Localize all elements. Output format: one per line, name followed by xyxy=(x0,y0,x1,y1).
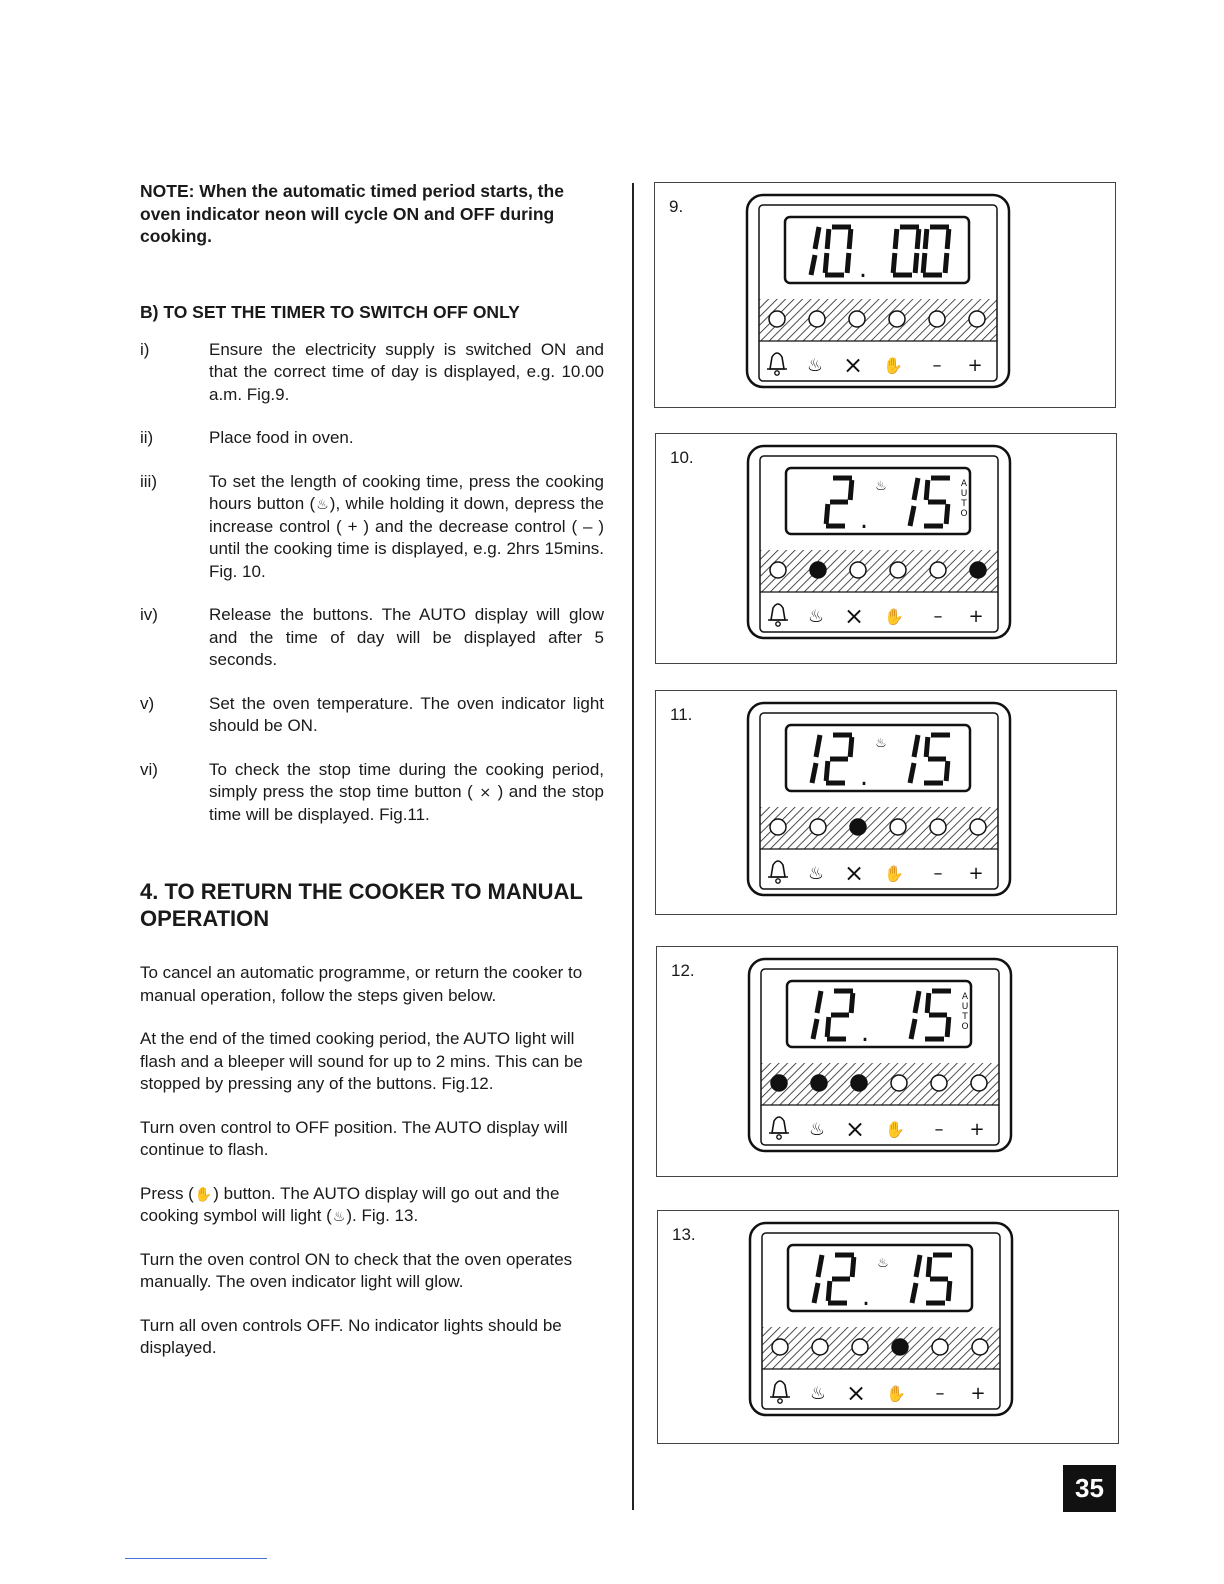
lcd-cooking-icon: ♨ xyxy=(875,479,887,494)
indicator-light-off xyxy=(769,311,785,327)
cooking-hours-icon: ♨ xyxy=(807,863,825,884)
lcd-cooking-icon: ♨ xyxy=(877,1256,889,1271)
step-number: iii) xyxy=(140,471,157,491)
manual-hand-icon: ✋ xyxy=(884,607,904,626)
lcd-segment xyxy=(945,253,947,273)
step-4 xyxy=(140,604,604,672)
decrease-button-label: – xyxy=(932,355,942,376)
lcd-segment xyxy=(917,229,919,249)
figure-9 xyxy=(654,182,1116,408)
indicator-light-off xyxy=(810,819,826,835)
indicator-light-off xyxy=(889,311,905,327)
indicator-light-on xyxy=(892,1339,908,1355)
auto-letter: A xyxy=(961,992,969,1002)
auto-letter: A xyxy=(960,479,968,489)
auto-letter: O xyxy=(961,1022,969,1032)
step-2 xyxy=(140,427,604,450)
lcd-segment xyxy=(825,253,827,273)
column-divider xyxy=(632,183,634,1510)
indicator-light-off xyxy=(970,819,986,835)
lcd-segment xyxy=(849,229,851,249)
decrease-button-label: – xyxy=(934,1119,944,1140)
hatched-panel xyxy=(762,1327,1000,1369)
indicator-light-off xyxy=(852,1339,868,1355)
lcd-separator: . xyxy=(858,254,868,284)
lcd-segment xyxy=(926,480,928,500)
stop-time-icon: ⨯ xyxy=(843,859,865,887)
indicator-light-on xyxy=(851,1075,867,1091)
figure-label: 9. xyxy=(669,197,684,216)
manual-hand-icon: ✋ xyxy=(194,1185,213,1202)
timer-panel-diagram xyxy=(656,434,1116,664)
paragraph: Turn all oven controls OFF. No indicator lights should be displayed. xyxy=(140,1315,562,1357)
lcd-segment xyxy=(946,761,948,781)
indicator-light-on xyxy=(970,562,986,578)
manual-hand-icon: ✋ xyxy=(886,1384,906,1403)
step-number: v) xyxy=(140,693,155,713)
note-text: NOTE: When the automatic timed period starts, the oven indicator neon will cycle ON and OFF during cooking. xyxy=(140,181,564,246)
text-part: Press ( xyxy=(140,1183,194,1203)
decrease-button-label: – xyxy=(933,863,943,884)
lcd-segment xyxy=(827,229,829,249)
cooking-hours-icon: ♨ xyxy=(806,355,824,376)
decrease-button-label: – xyxy=(933,606,943,627)
step-number: i) xyxy=(140,339,150,359)
section-b-heading: B) TO SET THE TIMER TO SWITCH OFF ONLY xyxy=(140,301,520,322)
cooking-symbol-icon: ♨ xyxy=(332,1208,346,1224)
manual-hand-icon: ✋ xyxy=(884,864,904,883)
indicator-light-on xyxy=(850,819,866,835)
indicator-light-off xyxy=(971,1075,987,1091)
step-5 xyxy=(140,693,604,738)
figure-10 xyxy=(655,433,1117,664)
step-number: vi) xyxy=(140,759,158,779)
auto-letter: T xyxy=(962,1012,968,1022)
section-b-steps xyxy=(140,339,604,827)
indicator-light-off xyxy=(812,1339,828,1355)
indicator-light-off xyxy=(929,311,945,327)
lcd-segment xyxy=(826,761,828,781)
stop-time-icon: ⨯ xyxy=(479,784,492,800)
paragraph: At the end of the timed cooking period, the AUTO light will flash and a bleeper will sound for up to 2 mins. This can be stopped by pressing any of the buttons. Fig.12. xyxy=(140,1029,583,1093)
figure-13 xyxy=(657,1210,1119,1444)
decrease-button-label: – xyxy=(935,1383,945,1404)
step-number: ii) xyxy=(140,428,154,447)
lcd-segment xyxy=(928,1257,930,1277)
auto-letter: U xyxy=(960,489,968,499)
step-text-part: To check the stop time during the cooking period, simply press the stop time button ( xyxy=(209,759,604,801)
indicator-light-off xyxy=(930,819,946,835)
lcd-segment xyxy=(947,1017,949,1037)
indicator-light-on xyxy=(810,562,826,578)
footer-rule xyxy=(125,1558,267,1559)
lcd-segment xyxy=(893,253,895,273)
step-text-part: ), while holding it down, depress the increase control ( + ) and the decrease control ( – ) until the cooking time is displayed, e.g. 2hrs 15mins. Fig. 10. xyxy=(209,494,604,581)
text-part: ). Fig. 13. xyxy=(346,1206,419,1225)
figure-11 xyxy=(655,690,1117,915)
text-column xyxy=(140,180,604,1381)
step-3 xyxy=(140,471,604,584)
lcd-segment xyxy=(827,1017,829,1037)
section-4-heading: 4. TO RETURN THE COOKER TO MANUAL OPERATION xyxy=(140,879,583,931)
lcd-separator: . xyxy=(859,762,869,792)
indicator-light-off xyxy=(930,562,946,578)
paragraph: Turn the oven control ON to check that the oven operates manually. The oven indicator light will glow. xyxy=(140,1249,573,1291)
figure-12 xyxy=(656,946,1118,1177)
cooking-hours-icon: ♨ xyxy=(316,496,329,512)
paragraph-press xyxy=(140,1183,604,1228)
lcd-segment xyxy=(926,737,928,757)
hatched-panel xyxy=(760,550,998,592)
hatched-panel xyxy=(760,807,998,849)
indicator-light-off xyxy=(932,1339,948,1355)
timer-panel-diagram xyxy=(658,1211,1118,1441)
step-text: Place food in oven. xyxy=(209,428,354,447)
indicator-light-off xyxy=(772,1339,788,1355)
step-number: iv) xyxy=(140,605,158,624)
lcd-segment xyxy=(847,253,849,273)
indicator-light-on xyxy=(771,1075,787,1091)
lcd-segment xyxy=(851,993,853,1013)
indicator-light-off xyxy=(770,562,786,578)
section-4-body xyxy=(140,962,604,1360)
lcd-segment xyxy=(927,993,929,1013)
step-text-part: ) and the stop time will be displayed. Fig.11. xyxy=(209,782,605,824)
lcd-separator: . xyxy=(861,1282,871,1312)
timer-panel-diagram xyxy=(655,183,1115,413)
indicator-light-off xyxy=(931,1075,947,1091)
indicator-light-off xyxy=(969,311,985,327)
auto-letter: T xyxy=(961,499,967,509)
indicator-light-off xyxy=(850,562,866,578)
auto-letter: U xyxy=(961,1002,969,1012)
paragraph: Turn oven control to OFF position. The AUTO display will continue to flash. xyxy=(140,1117,568,1159)
indicator-light-off xyxy=(891,1075,907,1091)
lcd-segment xyxy=(947,229,949,249)
lcd-segment xyxy=(915,253,917,273)
lcd-segment xyxy=(948,1281,950,1301)
timer-panel-diagram xyxy=(657,947,1117,1177)
lcd-segment xyxy=(925,229,927,249)
lcd-segment xyxy=(852,1257,854,1277)
figure-label: 10. xyxy=(670,448,694,467)
stop-time-icon: ⨯ xyxy=(844,1115,866,1143)
increase-button-label: + xyxy=(968,606,984,627)
step-text: Set the oven temperature. The oven indicator light should be ON. xyxy=(209,693,604,735)
figure-label: 12. xyxy=(671,961,695,980)
lcd-segment xyxy=(923,253,925,273)
step-text xyxy=(209,471,604,584)
text-part: ) button. The AUTO display will go out and the cooking symbol will light ( xyxy=(140,1183,560,1225)
manual-hand-icon: ✋ xyxy=(885,1120,905,1139)
auto-letter: O xyxy=(960,509,968,519)
increase-button-label: + xyxy=(970,1383,986,1404)
lcd-separator: . xyxy=(859,505,869,535)
indicator-light-off xyxy=(809,311,825,327)
hatched-panel xyxy=(761,1063,999,1105)
step-text: Release the buttons. The AUTO display will glow and the time of day will be displayed after 5 seconds. xyxy=(209,605,604,669)
lcd-segment xyxy=(850,480,852,500)
cooking-hours-icon: ♨ xyxy=(808,1119,826,1140)
paragraph: To cancel an automatic programme, or return the cooker to manual operation, follow the steps given below. xyxy=(140,963,583,1005)
increase-button-label: + xyxy=(967,355,983,376)
step-1 xyxy=(140,339,604,407)
indicator-light-off xyxy=(770,819,786,835)
step-text xyxy=(209,759,604,827)
hatched-panel xyxy=(759,299,997,341)
indicator-light-off xyxy=(849,311,865,327)
indicator-light-on xyxy=(811,1075,827,1091)
step-text-part: To set the length of cooking time, press the cooking hours button ( xyxy=(209,471,604,513)
increase-button-label: + xyxy=(969,1119,985,1140)
indicator-light-off xyxy=(972,1339,988,1355)
lcd-cooking-icon: ♨ xyxy=(875,736,887,751)
step-text: Ensure the electricity supply is switched ON and that the correct time of day is displayed, e.g. 10.00 a.m. Fig.9. xyxy=(209,339,604,404)
lcd-segment xyxy=(850,737,852,757)
indicator-light-off xyxy=(890,819,906,835)
stop-time-icon: ⨯ xyxy=(843,602,865,630)
stop-time-icon: ⨯ xyxy=(845,1379,867,1407)
figure-label: 11. xyxy=(670,705,693,724)
lcd-segment xyxy=(828,1281,830,1301)
lcd-separator: . xyxy=(860,1018,870,1048)
manual-hand-icon: ✋ xyxy=(883,356,903,375)
step-6 xyxy=(140,759,604,827)
lcd-segment xyxy=(946,504,948,524)
lcd-segment xyxy=(826,504,828,524)
stop-time-icon: ⨯ xyxy=(842,351,864,379)
lcd-segment xyxy=(895,229,897,249)
increase-button-label: + xyxy=(968,863,984,884)
timer-panel-diagram xyxy=(656,691,1116,921)
figure-label: 13. xyxy=(672,1225,696,1244)
cooking-hours-icon: ♨ xyxy=(807,606,825,627)
indicator-light-off xyxy=(890,562,906,578)
cooking-hours-icon: ♨ xyxy=(809,1383,827,1404)
page-number: 35 xyxy=(1063,1465,1116,1512)
